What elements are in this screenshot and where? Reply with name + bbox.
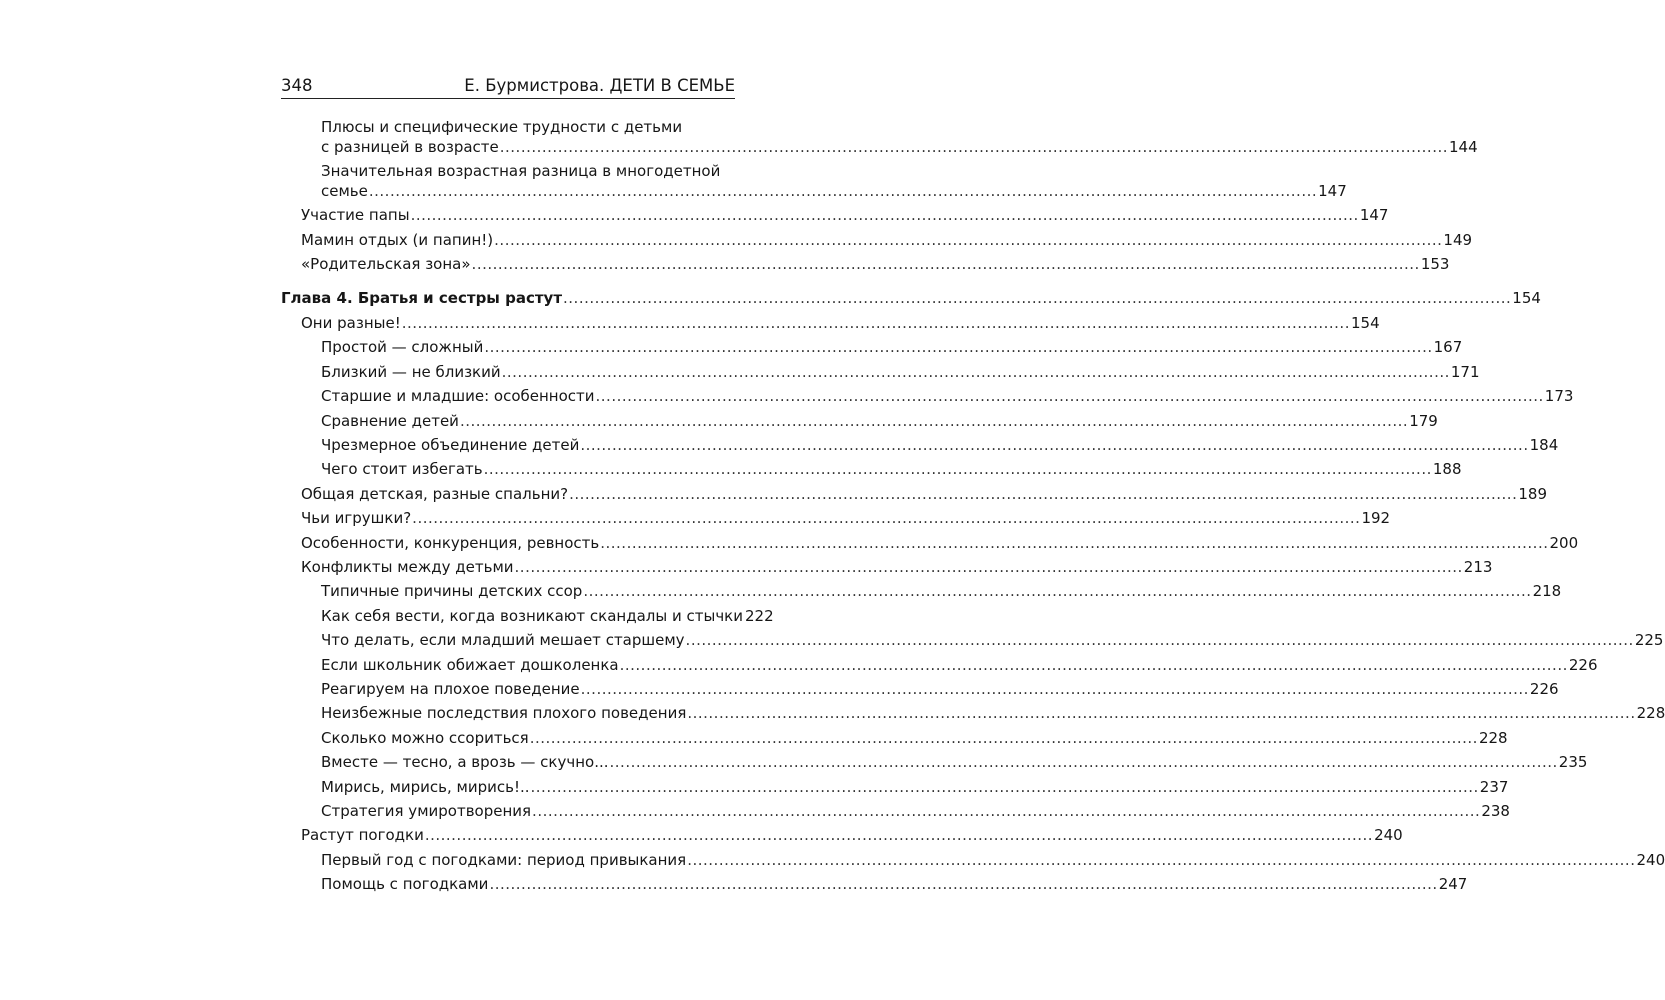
dot-leader: .................................................................................................................................................................................... bbox=[530, 778, 1479, 796]
toc-entry-page: 225 bbox=[1634, 631, 1664, 649]
running-title: Е. Бурмистрова. ДЕТИ В СЕМЬЕ bbox=[464, 76, 735, 95]
toc-entry bbox=[321, 676, 1559, 698]
dot-leader: .................................................................................................................................................................................... bbox=[595, 387, 1544, 405]
dot-leader: .................................................................................................................................................................................... bbox=[514, 558, 1463, 576]
toc-entry-page: 238 bbox=[1481, 802, 1510, 820]
toc-entry bbox=[301, 227, 1473, 249]
toc-entry-page: 240 bbox=[1636, 851, 1665, 869]
toc-entry-title: Они разные! bbox=[301, 314, 401, 332]
toc-entry-page: 147 bbox=[1318, 182, 1347, 200]
toc-entry bbox=[321, 749, 1588, 771]
toc-entry-page: 240 bbox=[1374, 826, 1403, 844]
toc-entry-title: Участие папы bbox=[301, 206, 410, 224]
toc-entry bbox=[321, 725, 1508, 747]
toc-entry-title: Растут погодки bbox=[301, 826, 424, 844]
toc-entry-page: 149 bbox=[1443, 231, 1473, 249]
toc-entry bbox=[321, 847, 1665, 869]
toc-entry-title: семье bbox=[321, 182, 368, 200]
toc-entry-page: 184 bbox=[1529, 436, 1559, 454]
toc-entry bbox=[321, 871, 1468, 893]
toc-entry-page: 147 bbox=[1359, 206, 1389, 224]
toc-entry-title: Сравнение детей bbox=[321, 412, 459, 430]
dot-leader: .................................................................................................................................................................................... bbox=[483, 460, 1432, 478]
dot-leader: .................................................................................................................................................................................... bbox=[471, 255, 1420, 273]
toc-entry-title: Общая детская, разные спальни? bbox=[301, 485, 569, 503]
toc-entry-page: 226 bbox=[1568, 656, 1598, 674]
toc-entry-page: 154 bbox=[1512, 289, 1541, 307]
toc-entry-title-line1: Плюсы и специфические трудности с детьми bbox=[321, 118, 683, 136]
toc-entry bbox=[301, 481, 1547, 503]
dot-leader: .................................................................................................................................................................................... bbox=[484, 338, 1433, 356]
toc-entry-page: 228 bbox=[1478, 729, 1508, 747]
toc-entry bbox=[321, 603, 774, 625]
dot-leader: .................................................................................................................................................................................... bbox=[532, 802, 1481, 820]
toc-entry bbox=[321, 774, 1509, 796]
toc-entry-title: Особенности, конкуренция, ревность bbox=[301, 534, 600, 552]
dot-leader: .................................................................................................................................................................................... bbox=[563, 289, 1512, 307]
toc-entry bbox=[301, 505, 1391, 527]
dot-leader: .................................................................................................................................................................................... bbox=[501, 363, 1450, 381]
toc-entry-page: 189 bbox=[1518, 485, 1547, 503]
toc-entry bbox=[321, 456, 1462, 478]
header-rule bbox=[281, 98, 735, 99]
toc-entry-title: с разницей в возрасте bbox=[321, 138, 499, 156]
toc-entry-page: 213 bbox=[1463, 558, 1493, 576]
toc-entry-page: 173 bbox=[1544, 387, 1574, 405]
toc-entry-title: Чрезмерное объединение детей bbox=[321, 436, 580, 454]
toc-entry bbox=[321, 578, 1562, 600]
toc-entry-title: Типичные причины детских ссор bbox=[321, 582, 583, 600]
toc-entry bbox=[301, 251, 1450, 273]
toc-entry-page: 235 bbox=[1558, 753, 1588, 771]
toc-entry bbox=[301, 310, 1380, 332]
toc-entry-title: Мирись, мирись, мирись!.. bbox=[321, 778, 530, 796]
toc-entry-title: Близкий — не близкий bbox=[321, 363, 501, 381]
dot-leader: .................................................................................................................................................................................... bbox=[368, 182, 1318, 200]
toc-entry-page: 188 bbox=[1432, 460, 1462, 478]
toc-entry-page: 218 bbox=[1532, 582, 1562, 600]
toc-chapter-title: Глава 4. Братья и сестры растут bbox=[281, 289, 563, 307]
dot-leader: .................................................................................................................................................................................... bbox=[687, 704, 1636, 722]
toc-entry bbox=[301, 530, 1579, 552]
dot-leader: .................................................................................................................................................................................... bbox=[401, 314, 1350, 332]
toc-entry bbox=[321, 408, 1438, 430]
dot-leader: .................................................................................................................................................................................... bbox=[600, 534, 1549, 552]
toc-entry-page: 144 bbox=[1449, 138, 1478, 156]
toc-entry bbox=[321, 134, 1478, 156]
dot-leader: .................................................................................................................................................................................... bbox=[580, 436, 1529, 454]
toc-entry bbox=[321, 627, 1664, 649]
running-header bbox=[281, 73, 735, 99]
toc-entry-page: 247 bbox=[1438, 875, 1468, 893]
toc-entry-page: 167 bbox=[1433, 338, 1463, 356]
page-number: 348 bbox=[281, 76, 313, 95]
dot-leader: .................................................................................................................................................................................... bbox=[583, 582, 1532, 600]
toc-entry-page: 171 bbox=[1450, 363, 1480, 381]
dot-leader: .................................................................................................................................................................................... bbox=[687, 851, 1636, 869]
toc-entry bbox=[321, 334, 1463, 356]
toc-entry-page: 200 bbox=[1549, 534, 1579, 552]
dot-leader: .................................................................................................................................................................................... bbox=[609, 753, 1558, 771]
toc-entry-title: Что делать, если младший мешает старшему bbox=[321, 631, 685, 649]
toc-entry-title: Старшие и младшие: особенности bbox=[321, 387, 595, 405]
toc-entry-page: 237 bbox=[1479, 778, 1509, 796]
toc-entry-title: Первый год с погодками: период привыкания bbox=[321, 851, 687, 869]
toc-entry-title: Чего стоит избегать bbox=[321, 460, 483, 478]
toc-entry bbox=[321, 652, 1598, 674]
dot-leader: .................................................................................................................................................................................... bbox=[569, 485, 1518, 503]
toc-entry-title-line1: Значительная возрастная разница в многодетной bbox=[321, 162, 721, 180]
toc-entry-title: Вместе — тесно, а врозь — скучно... bbox=[321, 753, 609, 771]
toc-entry-title: «Родительская зона» bbox=[301, 255, 471, 273]
toc-entry-page: 153 bbox=[1420, 255, 1450, 273]
dot-leader: .................................................................................................................................................................................... bbox=[412, 509, 1361, 527]
toc-entry bbox=[321, 178, 1347, 200]
toc-entry bbox=[301, 202, 1389, 224]
toc-entry-page: 226 bbox=[1529, 680, 1559, 698]
toc-entry-title: Стратегия умиротворения bbox=[321, 802, 532, 820]
toc-entry bbox=[301, 822, 1403, 844]
dot-leader: .................................................................................................................................................................................... bbox=[410, 206, 1359, 224]
dot-leader: .................................................................................................................................................................................... bbox=[685, 631, 1634, 649]
toc-entry-title: Конфликты между детьми bbox=[301, 558, 514, 576]
toc-entry-title: Помощь с погодками bbox=[321, 875, 489, 893]
toc-entry-title: Мамин отдых (и папин!) bbox=[301, 231, 494, 249]
toc-entry bbox=[321, 359, 1480, 381]
dot-leader: .................................................................................................................................................................................... bbox=[459, 412, 1409, 430]
dot-leader: .................................................................................................................................................................................... bbox=[619, 656, 1568, 674]
dot-leader: .................................................................................................................................................................................... bbox=[489, 875, 1438, 893]
dot-leader: .................................................................................................................................................................................... bbox=[580, 680, 1529, 698]
toc-entry-page: 222 bbox=[745, 607, 774, 625]
toc-entry bbox=[321, 798, 1510, 820]
toc-entry-page: 192 bbox=[1361, 509, 1391, 527]
dot-leader: .................................................................................................................................................................................... bbox=[424, 826, 1374, 844]
toc-entry-title: Если школьник обижает дошколенка bbox=[321, 656, 619, 674]
toc-entry-page: 154 bbox=[1350, 314, 1380, 332]
toc-entry-title: Как себя вести, когда возникают скандалы и стычки bbox=[321, 607, 743, 625]
dot-leader: .................................................................................................................................................................................... bbox=[529, 729, 1478, 747]
toc-entry bbox=[321, 700, 1665, 722]
toc-entry-title: Сколько можно ссориться bbox=[321, 729, 529, 747]
toc-entry-page: 228 bbox=[1636, 704, 1665, 722]
dot-leader: .................................................................................................................................................................................... bbox=[494, 231, 1443, 249]
toc-entry-page: 179 bbox=[1409, 412, 1438, 430]
toc-entry bbox=[301, 554, 1493, 576]
dot-leader: .................................................................................................................................................................................... bbox=[499, 138, 1449, 156]
toc-entry-title: Простой — сложный bbox=[321, 338, 484, 356]
toc-entry bbox=[321, 383, 1574, 405]
toc-entry-title: Реагируем на плохое поведение bbox=[321, 680, 580, 698]
toc-entry-title: Чьи игрушки? bbox=[301, 509, 412, 527]
toc-chapter-entry bbox=[281, 285, 1541, 307]
toc-entry-title: Неизбежные последствия плохого поведения bbox=[321, 704, 687, 722]
toc-entry bbox=[321, 432, 1559, 454]
